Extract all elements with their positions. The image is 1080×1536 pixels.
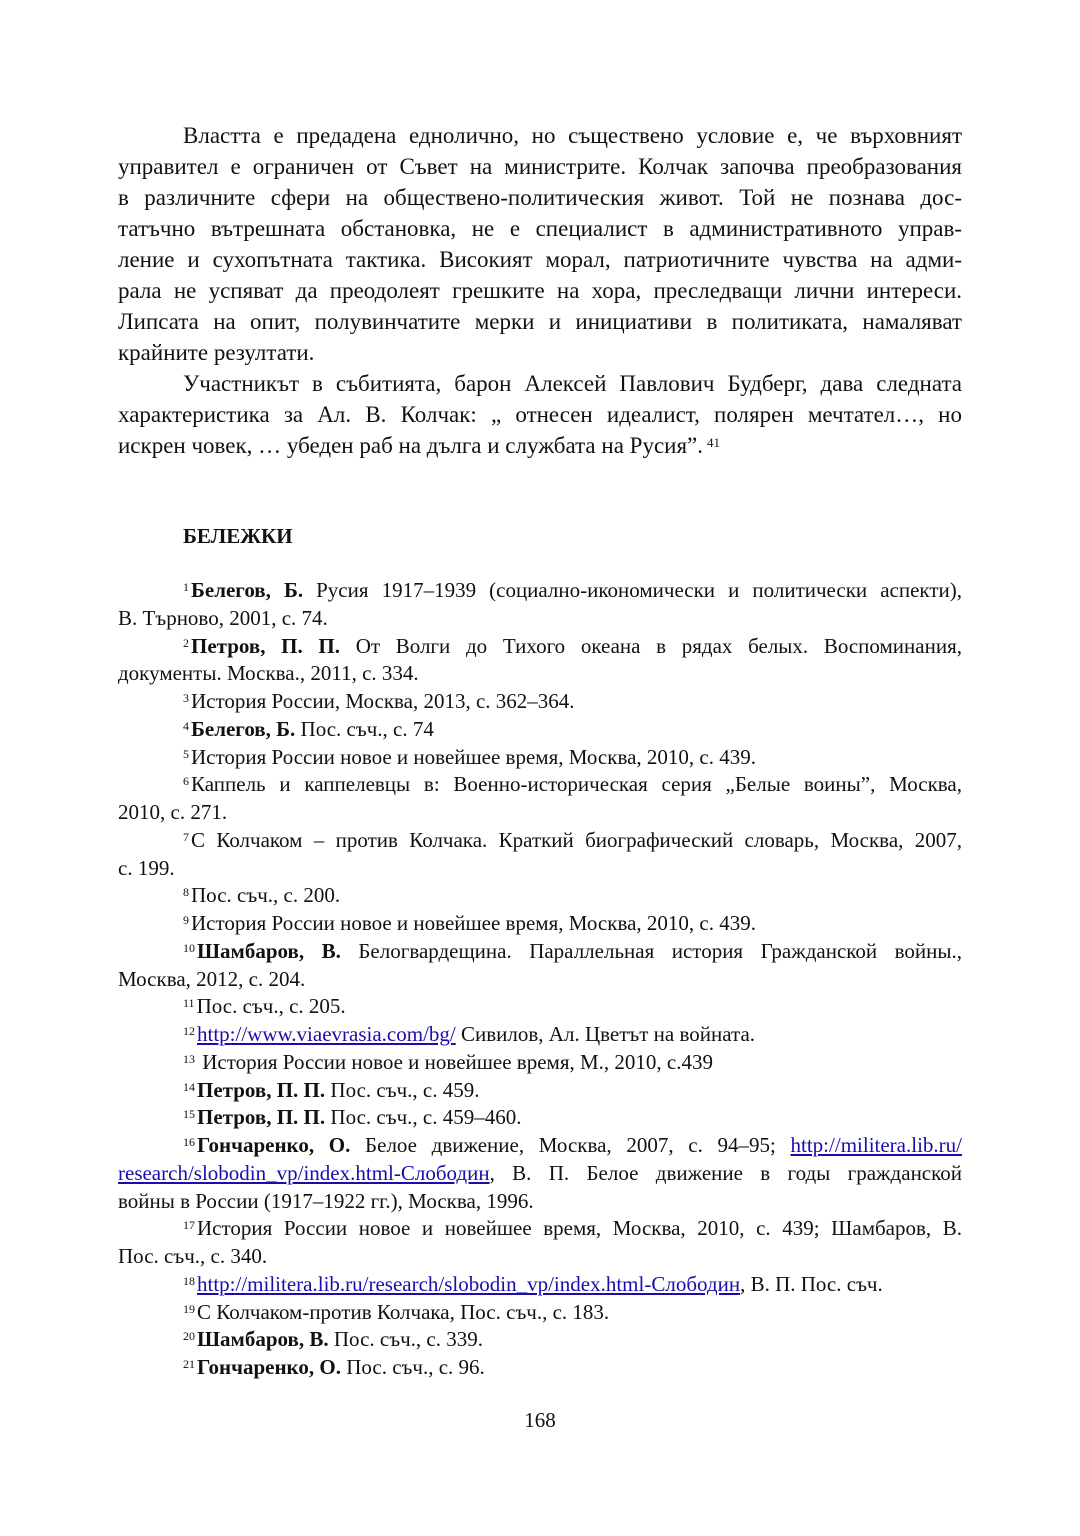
footnote-number: 17 bbox=[183, 1218, 195, 1233]
footnote-number: 19 bbox=[183, 1301, 195, 1316]
footnote-line bbox=[118, 993, 962, 1021]
footnote-line bbox=[118, 910, 962, 938]
footnote-text: документы. Москва., 2011, с. 334. bbox=[118, 661, 419, 686]
footnote-number: 9 bbox=[183, 913, 189, 927]
footnote-line bbox=[118, 1049, 962, 1077]
body-line bbox=[118, 182, 962, 213]
body-line bbox=[118, 120, 962, 151]
footnote-number: 15 bbox=[183, 1107, 195, 1122]
footnote-text: 2010, с. 271. bbox=[118, 800, 228, 824]
footnote-text: Каппель и каппелевцы в: Военно-историческая серия „Белые воины”, Москва, bbox=[191, 772, 962, 797]
footnote-text: Белогвардещина. Параллельная история Гражданской войны., bbox=[340, 938, 962, 963]
footnote-line bbox=[118, 1354, 962, 1382]
footnote-8 bbox=[118, 882, 962, 910]
footnote-text: Пос. съч., с. 339. bbox=[328, 1327, 483, 1352]
footnote-number: 7 bbox=[183, 829, 189, 844]
footnote-author: Гончаренко, О. bbox=[197, 1133, 351, 1157]
footnote-line bbox=[118, 1243, 962, 1271]
footnote-line bbox=[118, 660, 962, 688]
footnote-line bbox=[118, 799, 962, 827]
footnote-text: История России новое и новейшее время, Москва, 2010, с. 439. bbox=[191, 744, 756, 769]
body-line bbox=[118, 399, 962, 430]
footnote-number: 21 bbox=[183, 1357, 195, 1371]
footnote-1 bbox=[118, 577, 962, 633]
footnote-line bbox=[118, 1077, 962, 1105]
body-line-text: Властта е предадена еднолично, но съществено условие е, че върховният bbox=[183, 123, 962, 148]
footnote-5 bbox=[118, 744, 962, 772]
footnote-line bbox=[118, 688, 962, 716]
body-line bbox=[118, 306, 962, 337]
footnote-line bbox=[118, 827, 962, 855]
footnote-number: 6 bbox=[183, 774, 189, 789]
footnote-text: Пос. съч., с. 96. bbox=[340, 1355, 485, 1379]
footnote-text: История России новое и новейшее время, М., 2010, с.439 bbox=[197, 1049, 713, 1074]
body-text bbox=[118, 120, 962, 461]
footnote-reference: 41 bbox=[707, 435, 720, 450]
footnote-text: Пос. съч., с. 205. bbox=[196, 994, 346, 1019]
body-line-text: Участникът в събитията, барон Алексей Павлович Будберг, дава следната bbox=[183, 371, 962, 396]
footnote-line bbox=[118, 633, 962, 661]
footnote-16 bbox=[118, 1132, 962, 1215]
body-line bbox=[118, 213, 962, 244]
footnote-20 bbox=[118, 1326, 962, 1354]
footnote-line bbox=[118, 1021, 962, 1049]
footnote-15 bbox=[118, 1104, 962, 1132]
footnote-21 bbox=[118, 1354, 962, 1382]
footnote-7 bbox=[118, 827, 962, 883]
footnote-number: 5 bbox=[183, 746, 189, 761]
footnote-3 bbox=[118, 688, 962, 716]
footnote-line bbox=[118, 1326, 962, 1354]
body-line bbox=[118, 244, 962, 275]
footnote-link[interactable]: http://militera.lib.ru/ bbox=[790, 1133, 962, 1157]
body-line-text: ление и сухопътната тактика. Високият морал, патриотичните чувства на адми- bbox=[118, 247, 962, 272]
footnote-line bbox=[118, 855, 962, 883]
body-line-text: искрен човек, … убеден раб на дълга и службата на Русия”. bbox=[118, 433, 703, 458]
footnote-text: Пос. съч., с. 74 bbox=[295, 716, 434, 741]
body-line-text: рала не успяват да преодолеят грешките на хора, преследващи лични интереси. bbox=[118, 278, 962, 303]
footnote-number: 8 bbox=[183, 885, 189, 900]
footnote-text: С Колчаком – против Колчака. Краткий биографический словарь, Москва, 2007, bbox=[191, 827, 962, 852]
body-line bbox=[118, 337, 962, 368]
footnote-text: с. 199. bbox=[118, 855, 175, 880]
footnote-text: Пос. съч., с. 200. bbox=[191, 883, 341, 908]
body-line-text: Липсата на опит, полувинчатите мерки и инициативи в политиката, намаляват bbox=[118, 309, 962, 334]
footnote-line bbox=[118, 938, 962, 966]
footnote-author: Гончаренко, О. bbox=[197, 1355, 341, 1379]
footnote-author: Белегов, Б. bbox=[191, 578, 304, 602]
footnote-number: 2 bbox=[183, 635, 189, 650]
footnote-17 bbox=[118, 1215, 962, 1271]
footnote-number: 14 bbox=[183, 1079, 195, 1094]
footnote-author: Петров, П. П. bbox=[191, 633, 341, 658]
footnote-13 bbox=[118, 1049, 962, 1077]
footnote-text: Русия 1917–1939 (социално-икономически и политически аспекти), bbox=[303, 578, 962, 602]
body-line-text: в различните сфери на обществено-политическия живот. Той не познава дос- bbox=[118, 185, 962, 210]
footnote-line bbox=[118, 1299, 962, 1327]
footnote-number: 4 bbox=[183, 718, 189, 733]
footnote-text: Белое движение, Москва, 2007, с. 94–95; bbox=[350, 1133, 791, 1157]
footnote-text: История России новое и новейшее время, Москва, 2010, с. 439. bbox=[191, 911, 756, 935]
footnote-number: 11 bbox=[183, 996, 195, 1011]
footnote-text: , В. П. Пос. съч. bbox=[740, 1271, 883, 1296]
footnote-line bbox=[118, 1132, 962, 1160]
footnote-number: 12 bbox=[183, 1024, 195, 1038]
footnote-author: Шамбаров, В. bbox=[197, 938, 341, 963]
footnote-link[interactable]: research/slobodin_vp/index.html-Слободин bbox=[118, 1160, 490, 1185]
footnote-line bbox=[118, 1104, 962, 1132]
footnote-text: Москва, 2012, с. 204. bbox=[118, 966, 306, 991]
body-line-text: крайните резултати. bbox=[118, 340, 315, 365]
footnote-number: 18 bbox=[183, 1273, 195, 1288]
footnote-9 bbox=[118, 910, 962, 938]
footnote-number: 3 bbox=[183, 691, 189, 705]
footnote-line bbox=[118, 744, 962, 772]
footnote-text: В. Търново, 2001, с. 74. bbox=[118, 605, 328, 630]
footnote-number: 13 bbox=[183, 1051, 195, 1066]
footnote-text: Пос. съч., с. 340. bbox=[118, 1244, 268, 1268]
footnote-text: От Волги до Тихого океана в рядах белых. Воспоминания, bbox=[340, 633, 962, 658]
footnote-line bbox=[118, 1215, 962, 1243]
footnote-number: 20 bbox=[183, 1329, 195, 1344]
footnote-line bbox=[118, 1271, 962, 1299]
footnote-number: 16 bbox=[183, 1135, 195, 1149]
footnote-2 bbox=[118, 633, 962, 689]
footnote-11 bbox=[118, 993, 962, 1021]
footnote-text: Пос. съч., с. 459. bbox=[325, 1077, 480, 1102]
body-line bbox=[118, 430, 962, 461]
body-line-text: управител е ограничен от Съвет на министрите. Колчак започва преобразования bbox=[118, 154, 962, 179]
footnote-12 bbox=[118, 1021, 962, 1049]
footnote-number: 1 bbox=[183, 580, 189, 594]
footnote-line bbox=[118, 771, 962, 799]
footnote-text: Сивилов, Ал. Цветът на войната. bbox=[455, 1022, 756, 1046]
footnote-author: Петров, П. П. bbox=[197, 1105, 326, 1130]
footnote-text: С Колчаком-против Колчака, Пос. съч., с. 183. bbox=[197, 1299, 610, 1324]
footnote-line bbox=[118, 577, 962, 605]
body-line-text: характеристика за Ал. В. Колчак: „ отнесен идеалист, полярен мечтател…, но bbox=[118, 402, 962, 427]
footnote-line bbox=[118, 966, 962, 994]
footnote-text: Пос. съч., с. 459–460. bbox=[325, 1105, 522, 1130]
footnote-link[interactable]: http://www.viaevrasia.com/bg/ bbox=[197, 1022, 456, 1046]
footnote-text: История России новое и новейшее время, Москва, 2010, с. 439; Шамбаров, В. bbox=[197, 1216, 962, 1241]
footnote-10 bbox=[118, 938, 962, 994]
footnote-author: Шамбаров, В. bbox=[197, 1327, 329, 1352]
body-line bbox=[118, 368, 962, 399]
footnote-line bbox=[118, 882, 962, 910]
footnote-line bbox=[118, 1160, 962, 1188]
footnote-line bbox=[118, 716, 962, 744]
footnote-14 bbox=[118, 1077, 962, 1105]
footnote-author: Белегов, Б. bbox=[191, 716, 296, 741]
footnote-number: 10 bbox=[183, 940, 195, 955]
footnote-line bbox=[118, 605, 962, 633]
footnote-line bbox=[118, 1188, 962, 1216]
footnote-text: История России, Москва, 2013, с. 362–364. bbox=[191, 689, 575, 713]
notes-heading: БЕЛЕЖКИ bbox=[183, 524, 293, 548]
footnote-19 bbox=[118, 1299, 962, 1327]
body-line-text: татъчно вътрешната обстановка, не е специалист в административното управ- bbox=[118, 216, 962, 241]
footnotes-list bbox=[118, 577, 962, 1382]
footnote-4 bbox=[118, 716, 962, 744]
page-number: 168 bbox=[524, 1408, 556, 1432]
body-line bbox=[118, 275, 962, 306]
footnote-text: , В. П. Белое движение в годы гражданской bbox=[489, 1160, 962, 1185]
body-line bbox=[118, 151, 962, 182]
footnote-18 bbox=[118, 1271, 962, 1299]
footnote-author: Петров, П. П. bbox=[197, 1077, 326, 1102]
footnote-text: войны в России (1917–1922 гг.), Москва, 1996. bbox=[118, 1188, 534, 1213]
footnote-link[interactable]: http://militera.lib.ru/research/slobodin_vp/index.html-Слободин bbox=[197, 1271, 741, 1296]
footnote-6 bbox=[118, 771, 962, 827]
